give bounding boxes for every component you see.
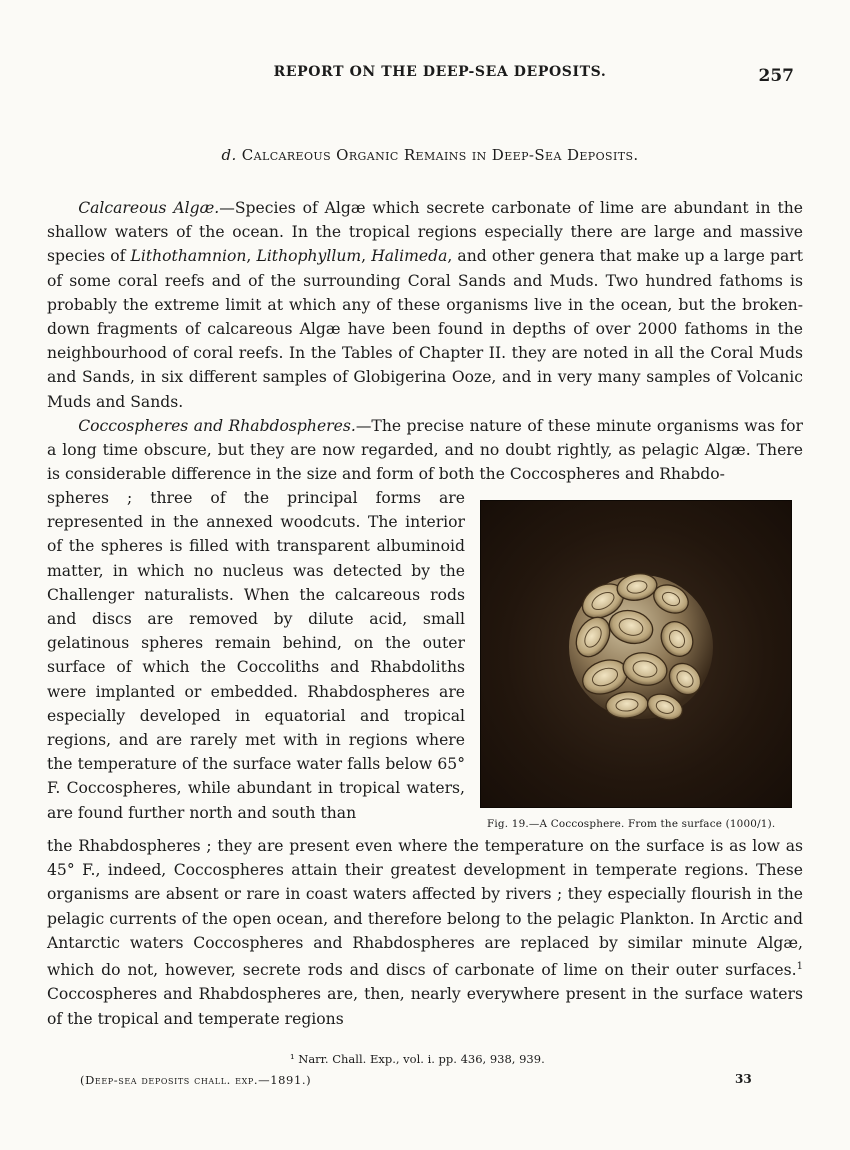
paragraph-text: —Species of Algæ which secrete carbonate of lime are abundant in the shallow waters of the ocean. In the tropical regions especially there are large and massive species of	[47, 199, 803, 266]
section-letter: d.	[221, 146, 237, 164]
paragraph-continuation	[47, 834, 803, 1031]
footnote: ¹ Narr. Chall. Exp., vol. i. pp. 436, 938, 939.	[290, 1052, 545, 1066]
footnote-reference: 1	[796, 961, 803, 973]
running-head: REPORT ON THE DEEP-SEA DEPOSITS.	[273, 64, 607, 80]
paragraph-text: the Rhabdospheres ; they are present even where the temperature on the surface is as low as 45° F., indeed, Coccospheres attain their greatest development in temperate regions. These organisms are absent or rare in coast waters affected by rivers ; they especially flourish in the pelagic currents of the open ocean, and therefore belong to the pelagic Plankton. In Arctic and Antarctic waters Coccospheres and Rhabdospheres are replaced by similar minute Algæ, which do not, however, secrete rods and discs of carbonate of lime on their outer surfaces.	[47, 837, 803, 980]
signature-text: (Deep-sea deposits chall. exp.—1891.)	[80, 1073, 312, 1087]
paragraph-coccospheres	[47, 414, 803, 487]
paragraph-text: , and other genera that make up a large part of some coral reefs and of the surrounding Coral Sands and Muds. Two hundred fathoms is probably the extreme limit at which any of these organisms live in the ocean, but the broken-down fragments of calcareous Algæ have been found in depths of over 2000 fathoms in the neighbourhood of coral reefs. In the Tables of Chapter II. they are noted in all the Coral Muds and Sands, in six different samples of Globigerina Ooze, and in very many samples of Volcanic Muds and Sands.	[47, 247, 803, 411]
coccosphere-illustration	[481, 501, 791, 807]
figure-caption: Fig. 19.—A Coccosphere. From the surface (1000/1).	[487, 818, 776, 830]
section-title: Calcareous Organic Remains in Deep-Sea Deposits.	[241, 146, 639, 164]
page-number: 257	[758, 66, 794, 86]
separator: ,	[246, 247, 257, 266]
paragraph-lead: Calcareous Algæ.	[78, 199, 220, 217]
signature-line	[80, 1073, 311, 1087]
genus-name: Lithothamnion	[130, 247, 247, 266]
genus-name: Halimeda	[371, 247, 448, 266]
paragraph-calcareous-algae	[47, 196, 803, 414]
paragraph-lead: Coccospheres and Rhabdospheres.	[78, 417, 356, 435]
column-text: spheres ; three of the principal forms are represented in the annexed woodcuts. The interior of the spheres is filled with transparent albuminoid matter, in which no nucleus was detected by the Challenger naturalists. When the calcareous rods and discs are removed by dilute acid, small gelatinous spheres remain behind, on the outer surface of which the Coccoliths and Rhabdoliths were implanted or embedded. Rhabdospheres are especially developed in equatorial and tropical regions, and are rarely met with in regions where the temperature of the surface water falls below 65° F. Coccospheres, while abundant in tropical waters, are found further north and south than	[47, 489, 465, 822]
separator: ,	[361, 247, 372, 266]
paragraph-text: Coccospheres and Rhabdospheres are, then, nearly everywhere present in the surface waters of the tropical and temperate regions	[47, 985, 803, 1028]
coccosphere-figure	[480, 500, 792, 808]
signature-number: 33	[735, 1072, 752, 1086]
section-heading	[130, 146, 730, 164]
paragraph-text: —The precise nature of these minute organisms was for a long time obscure, but they are now regarded, and no doubt rightly, as pelagic Algæ. There is considerable difference in the size and form of both the Coccospheres and Rhabdo-	[47, 417, 803, 484]
genus-name: Lithophyllum	[256, 247, 362, 266]
